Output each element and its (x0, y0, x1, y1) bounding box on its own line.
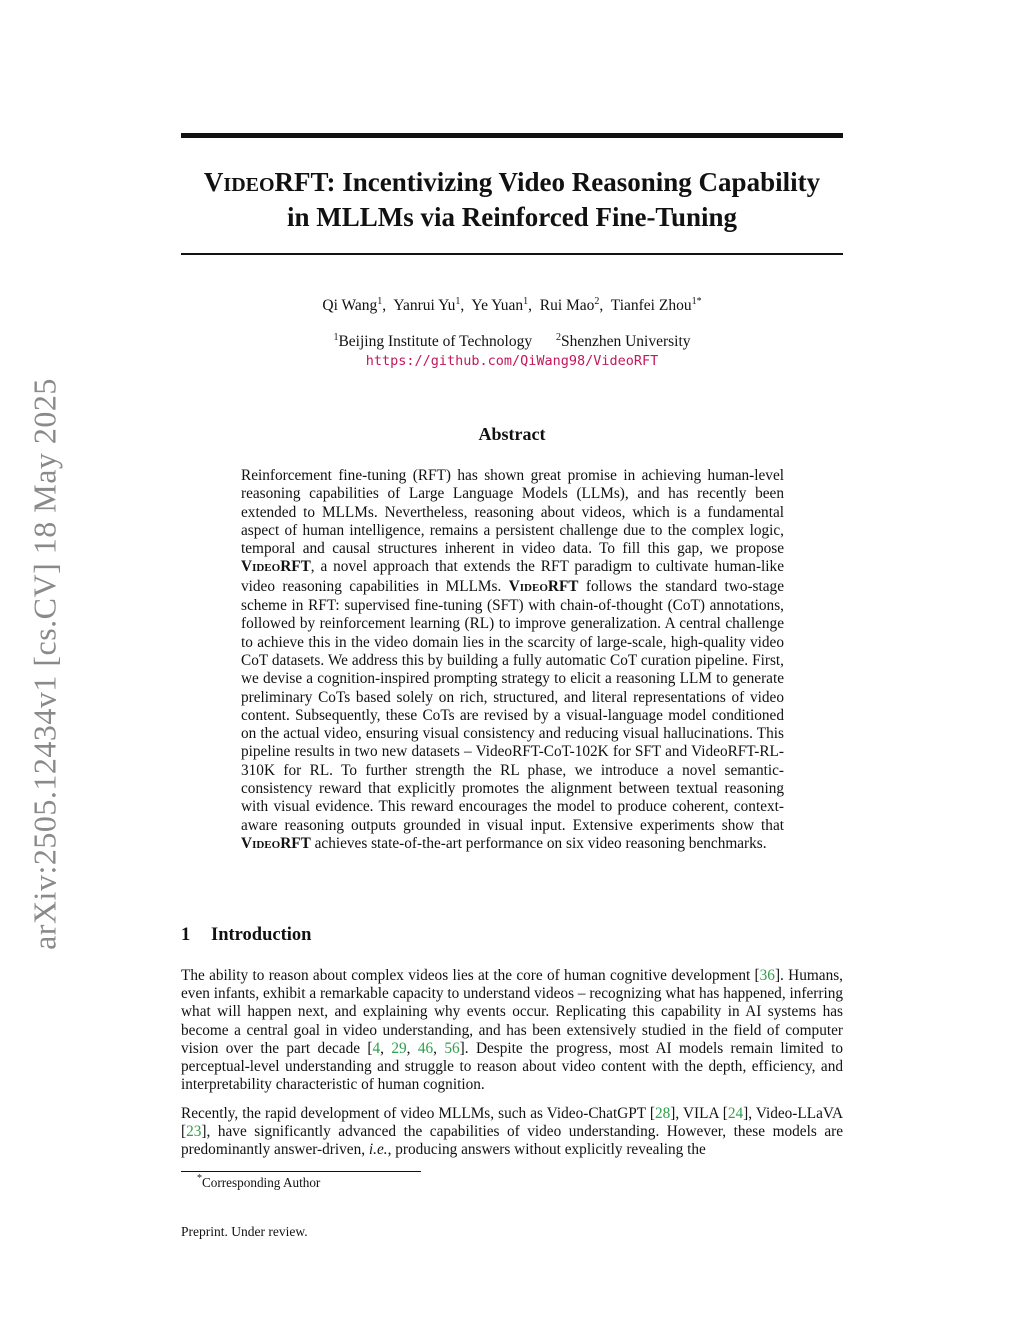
code-repository-link[interactable]: https://github.com/QiWang98/VideoRFT (365, 353, 659, 369)
intro-paragraph-1: The ability to reason about complex videos lies at the core of human cognitive development [36]. Humans, even infants, exhibit a remarkable capacity to understand videos – recognizing what has happened, inferring what will happen next, and explaining why events occur. Replicating this capability in AI systems has become a central goal in video understanding, and has been extensively studied in the field of computer vision over the part decade [4, 29, 46, 56]. Despite the progress, most AI models remain limited to perceptual-level understanding and struggle to reason about video content with the depth, efficiency, and interpretability characteristic of human cognition. (181, 967, 843, 1094)
citation-link[interactable]: 28 (655, 1105, 671, 1122)
citation-link[interactable]: 23 (186, 1123, 202, 1141)
footnote: *Corresponding Author (197, 1173, 321, 1190)
footnote-rule (181, 1171, 421, 1172)
title-name-smallcaps: IDEO (223, 174, 275, 196)
abstract-body: Reinforcement fine-tuning (RFT) has shown great promise in achieving human-level reasoning capabilities of Large Language Models (LLMs), and has recently been extended to MLLMs. Nevertheless, reasoning about videos, which is a fundamental aspect of human intelligence, remains a persistent challenge due to the complex logic, temporal and causal structures inherent in video data. To fill this gap, we propose VIDEORFT, a novel approach that extends the RFT paradigm to cultivate human-like video reasoning capabilities in MLLMs. VIDEORFT follows the standard two-stage scheme in RFT: supervised fine-tuning (SFT) with chain-of-thought (CoT) annotations, followed by reinforcement learning (RL) to improve generalization. A central challenge to achieve this in the video domain lies in the scarcity of large-scale, high-quality video CoT datasets. We address this by building a fully automatic CoT curation pipeline. First, we devise a cognition-inspired prompting strategy to elicit a reasoning LLM to generate preliminary CoTs based solely on rich, structured, and literal representations of video content. Subsequently, these CoTs are revised by a visual-language model conditioned on the actual video, ensuring visual consistency and reducing visual hallucinations. This pipeline results in two new datasets – VideoRFT-CoT-102K for SFT and VideoRFT-RL-310K for RL. To further strength the RL phase, we introduce a novel semantic-consistency reward that explicitly promotes the alignment between textual reasoning with visual evidence. This reward encourages the model to produce coherent, context-aware reasoning outputs grounded in visual input. Extensive experiments show that VIDEORFT achieves state-of-the-art performance on six video reasoning benchmarks. (241, 467, 784, 852)
method-name: VIDEORFT (241, 834, 311, 852)
section-heading-introduction (181, 925, 311, 946)
citation-link[interactable]: 4 (372, 1039, 381, 1057)
author-list: Qi Wang$^1$, Yanrui Yu$^1$, Ye Yuan$^1$, Rui Mao$^2$, Tianfei Zhou$^{1*}$ (322, 296, 702, 314)
author: Qi Wang$^1$ (322, 296, 383, 314)
intro-paragraph-2: Recently, the rapid development of video MLLMs, such as Video-ChatGPT [28], VILA [24], Video-LLaVA [23], have significantly advanced the capabilities of video understanding. However, these models are predominantly answer-driven, i.e., producing answers without explicitly revealing the (181, 1105, 843, 1159)
title-name-end: RFT (274, 167, 327, 197)
title-top-rule (181, 133, 843, 138)
section-number: 1 (181, 925, 191, 945)
affiliation: $^2$Shenzhen University (555, 332, 691, 350)
author: Rui Mao$^2$ (539, 296, 600, 314)
method-name: VIDEORFT (241, 558, 311, 576)
author: Tianfei Zhou$^{1*}$ (610, 296, 702, 314)
author: Ye Yuan$^1$ (471, 296, 529, 314)
page-footer: Preprint. Under review. (181, 1224, 308, 1239)
title-line1-rest: : Incentivizing Video Reasoning Capability (326, 167, 821, 197)
paper-title (181, 166, 843, 233)
section-title: Introduction (211, 925, 312, 945)
citation-link[interactable]: 36 (759, 967, 775, 984)
method-name: VIDEORFT (508, 577, 579, 595)
title-name-initial: V (203, 167, 224, 197)
title-bottom-rule (181, 253, 843, 255)
arxiv-identifier: arXiv:2505.12434v1 [cs.CV] 18 May 2025 (26, 378, 63, 950)
title-line2: in MLLMs via Reinforced Fine-Tuning (286, 202, 738, 232)
citation-link[interactable]: 56 (444, 1039, 460, 1057)
affiliation-list (181, 333, 843, 351)
citation-link[interactable]: 46 (417, 1039, 434, 1057)
author: Yanrui Yu$^1$ (393, 296, 461, 314)
affiliation: $^1$Beijing Institute of Technology (333, 332, 533, 350)
citation-link[interactable]: 24 (727, 1105, 744, 1122)
abstract-heading: Abstract (478, 424, 546, 444)
citation-link[interactable]: 29 (391, 1039, 407, 1057)
